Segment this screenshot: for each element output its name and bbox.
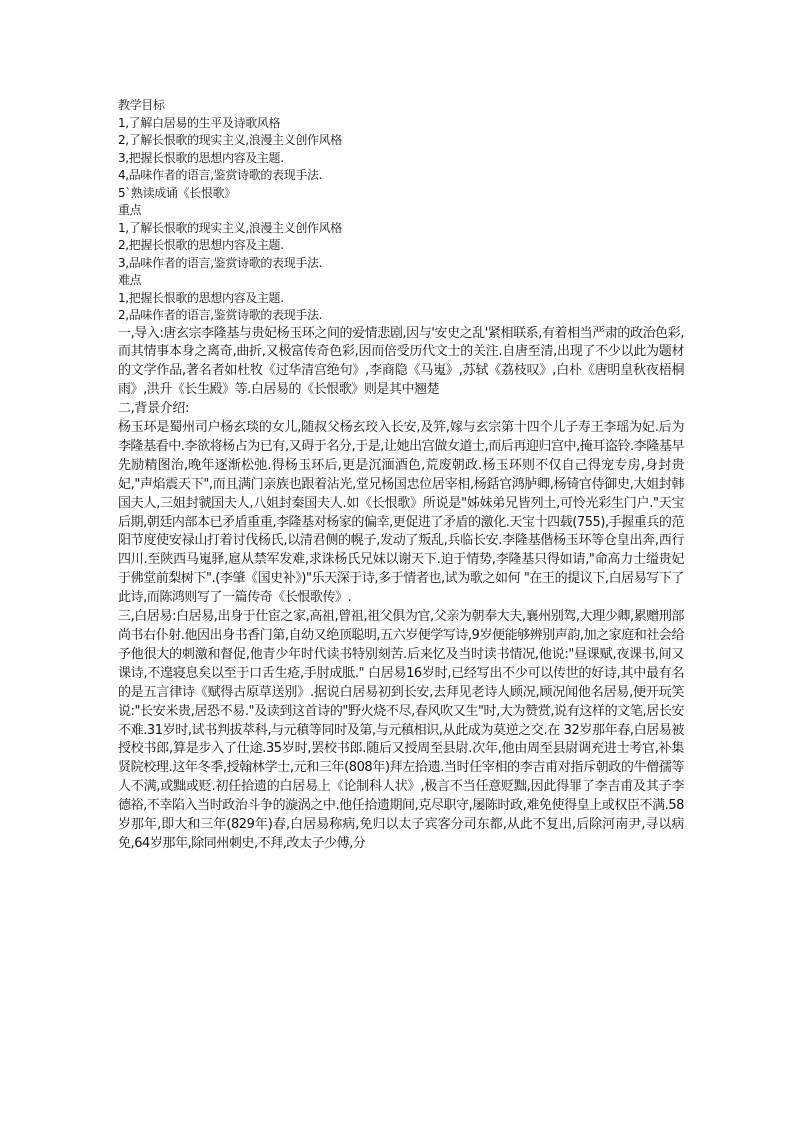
objective-item: 2,了解长恨歌的现实主义,浪漫主义创作风格 xyxy=(118,133,342,147)
objective-item: 1,了解白居易的生平及诗歌风格 xyxy=(118,115,281,130)
author-paragraph: 三,白居易:白居易,出身于仕宦之家,高祖,曾祖,祖父俱为官,父亲为朝奉大夫,襄州别驾,大理少卿,累赠刑部尚书右仆射.他因出身书香门第,自幼又绝顶聪明,五六岁便学写诗,9岁便能够辨别声韵,加之家庭和社会给予他很大的刺激和督促,他青少年时代读书特别刻苦.后来忆及当时读书情况,他说:"昼课赋,夜课书,间又课诗,不遑寝息矣以至于口舌生疮,手肘成胝." 白居易16岁时,已经写出不少可以传世的好诗,其中最有名的是五言律诗《赋得古原草送别》.据说白居易初到长安,去拜见老诗人顾况,顾况闻他名居易,便开玩笑说:"长安米贵,居恐不易."及读到这首诗的"野火烧不尽,春风吹又生"时,大为赞赏,说有这样的文笔,居长安不难.31岁时,试书判拔萃科,与元稹等同时及第,与元稹相识,从此成为莫逆之交.在 32岁那年春,白居易被授校书郎,算是步入了仕途.35岁时,罢校书郎.随后又授周至县尉.次年,他由周至县尉调充进士考官,补集贤院校理.这年冬季,授翰林学士,元和三年(808年)拜左拾遗.当时任宰相的李吉甫对指斥朝政的牛僧孺等人不满,或黜或贬.初任拾遗的白居易上《论制科人状》,极言不当任意贬黜,因此得罪了李吉甫及其子李德裕,不幸陷入当时政治斗争的漩涡之中.他任拾遗期间,克尽职守,屡陈时政,难免使得皇上或权臣不满.58岁那年,即大和三年(829年)春,白居易称病,免归以太子宾客分司东都,从此不复出,后除河南尹,寻以病免,64岁那年,除同州刺史,不拜,改太子少傅,分 xyxy=(118,609,684,851)
objective-item: 5`熟读成诵《长恨歌》 xyxy=(118,185,236,200)
document-body xyxy=(118,97,684,854)
key-points-heading: 重点 xyxy=(118,203,142,217)
difficulties-heading: 难点 xyxy=(118,273,142,287)
difficulty-item: 1,把握长恨歌的思想内容及主题. xyxy=(118,290,284,305)
key-point-item: 3,品味作者的语言,鉴赏诗歌的表现手法. xyxy=(118,255,323,270)
intro-paragraph: 一,导入:唐玄宗李隆基与贵妃杨玉环之间的爱情悲剧,因与'安史之乱'紧相联系,有着相当严肃的政治色彩,而其情事本身之离奇,曲折,又极富传奇色彩,因而倍受历代文士的关注.自唐至清,出现了不少以此为题材的文学作品,著名者如杜牧《过华清宫绝句》,李商隐《马嵬》,苏轼《荔枝叹》,白朴《唐明皇秋夜梧桐雨》,洪升《长生殿》等.白居易的《长恨歌》则是其中翘楚 xyxy=(118,325,684,398)
objective-item: 4,品味作者的语言,鉴赏诗歌的表现手法. xyxy=(118,168,323,182)
key-point-item: 1,了解长恨歌的现实主义,浪漫主义创作风格 xyxy=(118,220,342,235)
background-paragraph: 杨玉环是蜀州司户杨玄琰的女儿,随叔父杨玄珓入长安,及笄,嫁与玄宗第十四个儿子寿王李瑶为妃.后为李隆基看中.李欲将杨占为已有,又碍于名分,于是,让她出宫做女道士,而后再迎归宫中,掩耳盗铃.李隆基早先励精图治,晚年逐渐松弛.得杨玉环后,更是沉湎酒色,荒废朝政.杨玉环则不仅自己得宠专房,身封贵妃,"声焰震天下",而且满门亲族也跟着沾光,堂兄杨国忠位居宰相,杨銛官鸿胪卿,杨锜官侍御史,大姐封韩国夫人,三姐封虢国夫人,八姐封秦国夫人.如《长恨歌》所说是"姊妹弟兄皆列土,可怜光彩生门户."天宝后期,朝廷内部本已矛盾重重,李隆基对杨家的偏幸,更促进了矛盾的激化.天宝十四载(755),手握重兵的范阳节度使安禄山打着讨伐杨氏,以清君侧的幌子,发动了叛乱,兵临长安.李隆基偕杨玉环等仓皇出奔,西行四川.至陕西马嵬驿,扈从禁军发难,求诛杨氏兄妹以谢天下.迫于情势,李隆基只得如请,"命高力士缢贵妃于佛堂前梨树下".(李肇《国史补》)"乐天深于诗,多于情者也,试为歌之如何 "在王的提议下,白居易写下了此诗,而陈鸿则写了一篇传奇《长恨歌传》. xyxy=(118,420,684,606)
difficulty-item: 2,品味作者的语言,鉴赏诗歌的表现手法. xyxy=(118,308,323,322)
objective-item: 3,把握长恨歌的思想内容及主题. xyxy=(118,150,284,165)
objectives-heading: 教学目标 xyxy=(118,98,165,112)
key-point-item: 2,把握长恨歌的思想内容及主题. xyxy=(118,238,284,252)
background-heading: 二,背景介绍: xyxy=(118,401,190,417)
